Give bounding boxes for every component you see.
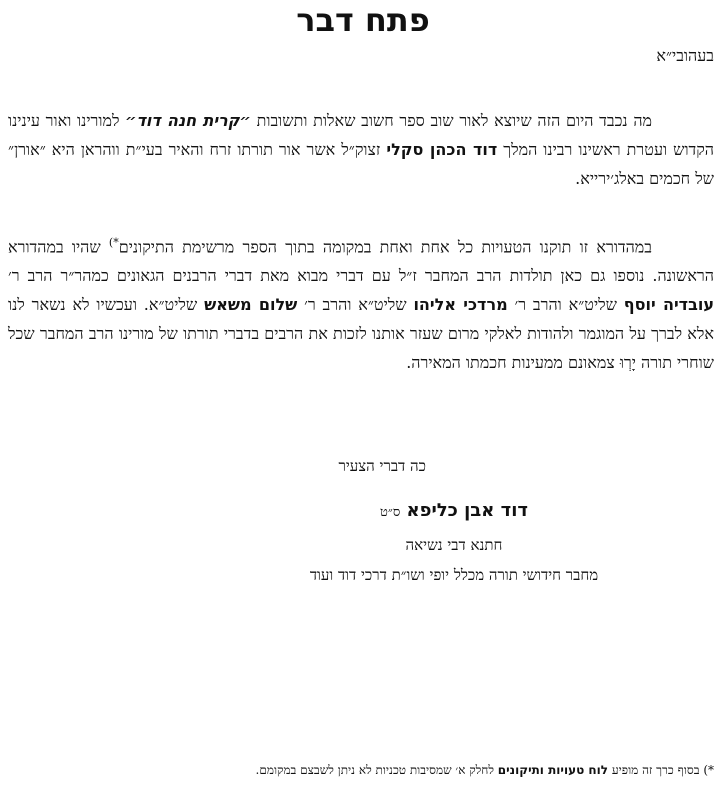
footnote-text-a: בסוף כרך זה מופיע: [608, 763, 704, 777]
p2-text-b: שהיו במהדורא הראשונה. נוספו גם כאן תולדות הרב המחבר ז״ל עם דברי מבוא מאת דברי הרבנים הגאונים כמהר״ר הרב ר׳: [8, 237, 714, 286]
p1-text-a: מה נכבד היום הזה שיוצא לאור שוב ספר חשוב שאלות ותשובות: [250, 111, 653, 130]
closing-line: כה דברי הצעיר: [338, 457, 426, 475]
p2-text-d: שליט״א והרב ר׳: [297, 295, 414, 315]
p1-text-b: למורינו ואור עינינו הקדוש ועטרת ראשינו רבינו המלך: [8, 111, 714, 159]
author-name: דוד הכהן סקלי: [386, 140, 498, 159]
footnote-marker: *): [108, 236, 119, 249]
p2-text-e: שליט״א. ועכשיו לא נשאר לנו אלא לברך על המוגמר ולהודות לאלקי מרום שעזר אותנו לזכות את הרבים בדברי תורתו של מורינו הרב המחבר שכל שוחרי תורה יָרְוּ צמאונם ממעינות חכמתו המאירה.: [8, 295, 714, 373]
paragraph-1: [8, 106, 714, 193]
book-title: ״קרית חנה דוד״: [125, 111, 251, 130]
signature-name: [194, 498, 714, 526]
p1-text-c: זצוק״ל אשר אור תורתו זרח והאיר בעי״ת ווהראן היא ״אורן״ של חכמים באלג׳ירייא.: [8, 140, 714, 188]
p2-text-c: שליט״א והרב ר׳: [507, 295, 624, 315]
signer-name: דוד אבן כליפא: [406, 500, 528, 521]
footnote-bold: לוח טעויות ותיקונים: [497, 763, 609, 777]
opening-abbreviation: בעהובי״א: [656, 46, 714, 65]
signature-title: חתנא דבי נשיאה: [405, 536, 503, 554]
footnote-text-b: לחלק א׳ שמסיבות טכניות לא ניתן לשבצם במקומם.: [255, 763, 498, 777]
page-title: פתח דבר: [296, 1, 430, 39]
footnote: [14, 760, 714, 780]
rabbi-name-3: שלום משאש: [204, 295, 298, 315]
signature-works: מחבר חידושי תורה מכלל יופי ושו״ת דרכי דוד ועוד: [309, 566, 599, 584]
p2-text-a: במהדורא זו תוקנו הטעויות כל אחת ואחת במקומה בתוך הספר מרשימת התיקונים: [118, 237, 653, 257]
footnote-mark: *): [703, 763, 714, 777]
rabbi-name-2: מרדכי אליהו: [413, 295, 508, 315]
paragraph-2: [8, 228, 714, 377]
rabbi-name-1: עובדיה יוסף: [623, 295, 714, 315]
signer-suffix: ס״ט: [380, 505, 401, 520]
